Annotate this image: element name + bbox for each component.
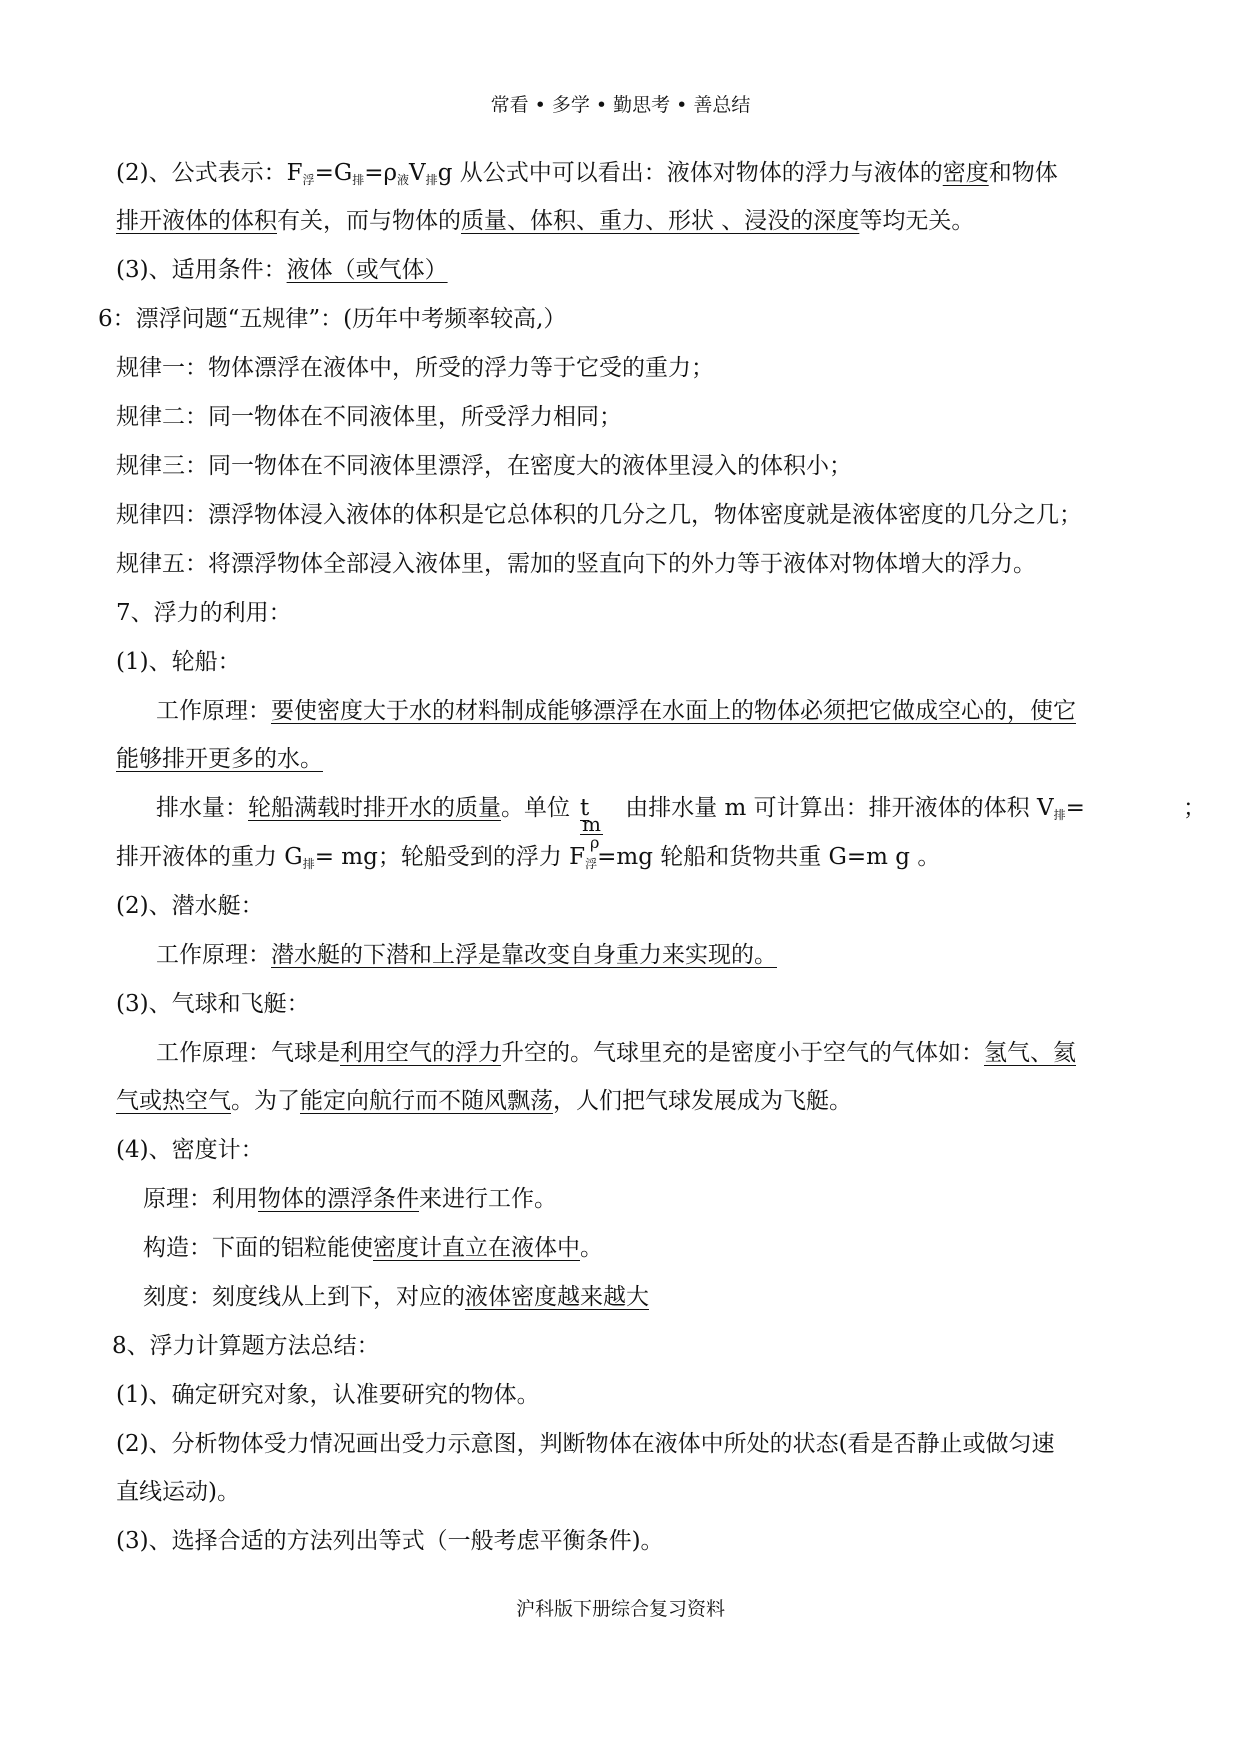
ship-displacement: 排水量：轮船满载时排开水的质量。单位 t 由排水量 m 可计算出：排开液体的体积 V排= bbox=[156, 795, 1085, 822]
formula-line-1: (2)、公式表示：F浮=G排=ρ液V排g 从公式中可以看出：液体对物体的浮力与液体的密度和物体 bbox=[116, 160, 1058, 187]
step-2: (2)、分析物体受力情况画出受力示意图，判断物体在液体中所处的状态(看是否静止或做匀速 bbox=[116, 1431, 1055, 1457]
formula-line-2: 排开液体的体积有关，而与物体的质量、体积、重力、形状 、浸没的深度等均无关。 bbox=[116, 208, 975, 234]
ship-weight: 排开液体的重力 G排= mg；轮船受到的浮力 F浮=mg 轮船和货物共重 G=m g 。 bbox=[116, 844, 941, 871]
rule-4: 规律四：漂浮物体浸入液体的体积是它总体积的几分之几，物体密度就是液体密度的几分之几； bbox=[116, 502, 1082, 528]
balloon-principle-1: 工作原理：气球是利用空气的浮力升空的。气球里充的是密度小于空气的气体如：氢气、氦 bbox=[156, 1040, 1076, 1066]
rule-1: 规律一：物体漂浮在液体中，所受的浮力等于它受的重力； bbox=[116, 355, 714, 381]
hydrometer-scale: 刻度：刻度线从上到下，对应的液体密度越来越大 bbox=[143, 1284, 649, 1310]
ship-principle-1: 工作原理：要使密度大于水的材料制成能够漂浮在水面上的物体必须把它做成空心的，使它 bbox=[156, 698, 1076, 724]
fraction-denominator: ρ bbox=[590, 833, 600, 852]
hydrometer-principle: 原理：利用物体的漂浮条件来进行工作。 bbox=[143, 1186, 557, 1212]
page-header: 常看 • 多学 • 勤思考 • 善总结 bbox=[490, 94, 751, 116]
rule-2: 规律二：同一物体在不同液体里，所受浮力相同； bbox=[116, 404, 622, 430]
section-8-title: 8、浮力计算题方法总结： bbox=[112, 1333, 380, 1359]
balloon-principle-2: 气或热空气。为了能定向航行而不随风飘荡，人们把气球发展成为飞艇。 bbox=[116, 1088, 852, 1114]
submarine-title: (2)、潜水艇： bbox=[116, 893, 264, 919]
ship-displacement-end: ； bbox=[1183, 795, 1206, 821]
hydrometer-structure: 构造：下面的铝粒能使密度计直立在液体中。 bbox=[143, 1235, 603, 1261]
section-6-title: 6：漂浮问题“五规律”：(历年中考频率较高,） bbox=[98, 306, 567, 332]
balloon-title: (3)、气球和飞艇： bbox=[116, 991, 310, 1017]
page-footer: 沪科版下册综合复习资料 bbox=[515, 1598, 725, 1620]
ship-principle-2: 能够排开更多的水。 bbox=[116, 746, 323, 772]
fraction-numerator: m bbox=[582, 812, 601, 836]
rule-3: 规律三：同一物体在不同液体里漂浮，在密度大的液体里浸入的体积小； bbox=[116, 453, 852, 479]
hydrometer-title: (4)、密度计： bbox=[116, 1137, 264, 1163]
applicable-condition: (3)、适用条件：液体（或气体） bbox=[116, 257, 448, 283]
rule-5: 规律五：将漂浮物体全部浸入液体里，需加的竖直向下的外力等于液体对物体增大的浮力。 bbox=[116, 551, 1036, 577]
ship-title: (1)、轮船： bbox=[116, 649, 241, 675]
section-7-title: 7、浮力的利用： bbox=[116, 600, 292, 626]
step-3: (3)、选择合适的方法列出等式（一般考虑平衡条件)。 bbox=[116, 1528, 664, 1554]
step-1: (1)、确定研究对象，认准要研究的物体。 bbox=[116, 1382, 540, 1408]
submarine-principle: 工作原理：潜水艇的下潜和上浮是靠改变自身重力来实现的。 bbox=[156, 942, 777, 968]
step-2-continued: 直线运动)。 bbox=[116, 1479, 240, 1505]
